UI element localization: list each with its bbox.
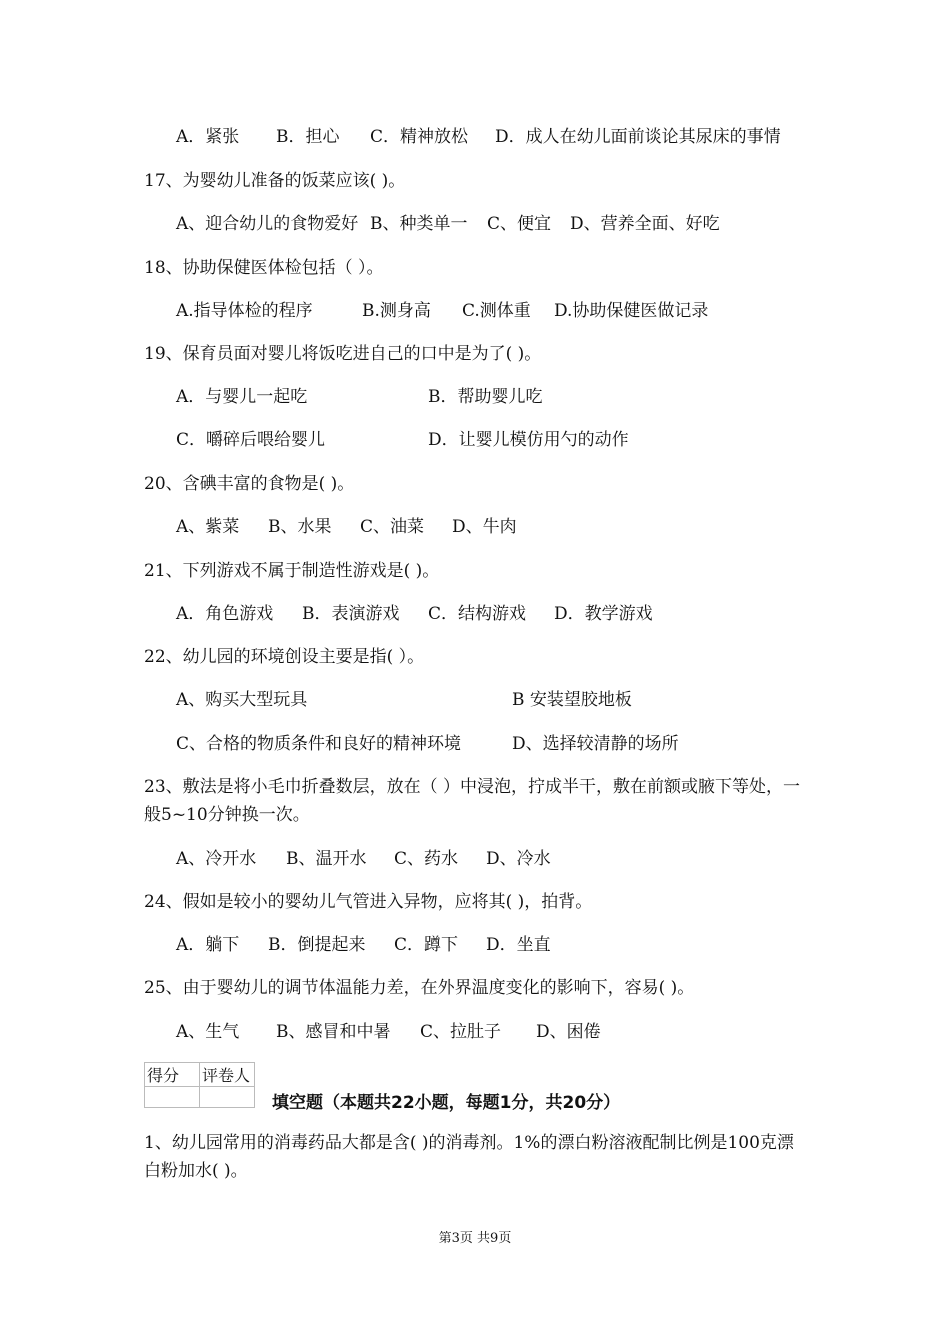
q20-option-b: B、水果 bbox=[268, 517, 332, 537]
score-cell bbox=[145, 1087, 200, 1108]
q19-option-a: A．与婴儿一起吃 bbox=[176, 387, 308, 407]
q17-option-a: A、迎合幼儿的食物爱好 bbox=[176, 214, 359, 234]
q16-option-d: D．成人在幼儿面前谈论其尿床的事情 bbox=[495, 127, 781, 147]
q20-option-c: C、油菜 bbox=[360, 517, 425, 537]
q22-option-a: A、购买大型玩具 bbox=[176, 690, 308, 710]
q23-option-b: B、温开水 bbox=[286, 849, 367, 869]
grader-cell bbox=[200, 1087, 255, 1108]
q17-option-d: D、营养全面、好吃 bbox=[570, 214, 720, 234]
q24-option-b: B．倒提起来 bbox=[268, 935, 366, 955]
q21-option-b: B．表演游戏 bbox=[302, 604, 400, 624]
q20-stem: 20、含碘丰富的食物是( )。 bbox=[144, 474, 355, 494]
q17-stem: 17、为婴幼儿准备的饭菜应该( )。 bbox=[144, 171, 406, 191]
q24-option-a: A．躺下 bbox=[176, 935, 240, 955]
q25-option-a: A、生气 bbox=[176, 1022, 240, 1042]
q25-option-d: D、困倦 bbox=[536, 1022, 601, 1042]
q21-option-a: A．角色游戏 bbox=[176, 604, 274, 624]
q17-option-b: B、种类单一 bbox=[370, 214, 468, 234]
q25-option-b: B、感冒和中暑 bbox=[276, 1022, 391, 1042]
page-footer: 第3页 共9页 bbox=[438, 1231, 512, 1246]
q21-stem: 21、下列游戏不属于制造性游戏是( )。 bbox=[144, 561, 440, 581]
q19-option-c: C．嚼碎后喂给婴儿 bbox=[176, 430, 326, 450]
q16-option-b: B．担心 bbox=[276, 127, 340, 147]
q18-stem: 18、协助保健医体检包括（ ）。 bbox=[144, 258, 384, 278]
q22-option-d: D、选择较清静的场所 bbox=[512, 734, 679, 754]
q16-option-a: A．紧张 bbox=[176, 127, 240, 147]
q22-stem: 22、幼儿园的环境创设主要是指( ）。 bbox=[144, 647, 425, 667]
q23-option-c: C、药水 bbox=[394, 849, 459, 869]
q16-option-c: C．精神放松 bbox=[370, 127, 469, 147]
q18-option-c: C.测体重 bbox=[462, 301, 531, 321]
q22-option-b: B 安装望胶地板 bbox=[512, 690, 632, 710]
q23-option-d: D、冷水 bbox=[486, 849, 551, 869]
q22-option-c: C、合格的物质条件和良好的精神环境 bbox=[176, 734, 462, 754]
q23-stem-line1: 23、敷法是将小毛巾折叠数层，放在（ ）中浸泡，拧成半干，敷在前额或腋下等处，一 bbox=[144, 777, 801, 797]
q20-option-a: A、紫菜 bbox=[176, 517, 240, 537]
q23-stem-line2: 般5~10分钟换一次。 bbox=[144, 805, 310, 825]
q18-option-a: A.指导体检的程序 bbox=[176, 301, 313, 321]
q24-option-c: C．蹲下 bbox=[394, 935, 459, 955]
q24-option-d: D．坐直 bbox=[486, 935, 551, 955]
q25-stem: 25、由于婴幼儿的调节体温能力差，在外界温度变化的影响下，容易( )。 bbox=[144, 978, 695, 998]
q23-option-a: A、冷开水 bbox=[176, 849, 257, 869]
q21-option-c: C．结构游戏 bbox=[428, 604, 527, 624]
q24-stem: 24、假如是较小的婴幼儿气管进入异物，应将其( )，拍背。 bbox=[144, 892, 593, 912]
grader-label: 评卷人 bbox=[200, 1063, 255, 1087]
q20-option-d: D、牛肉 bbox=[452, 517, 517, 537]
q18-option-d: D.协助保健医做记录 bbox=[554, 301, 709, 321]
score-label: 得分 bbox=[145, 1063, 200, 1087]
q19-option-b: B．帮助婴儿吃 bbox=[428, 387, 543, 407]
q19-stem: 19、保育员面对婴儿将饭吃进自己的口中是为了( )。 bbox=[144, 344, 542, 364]
fill1-line1: 1、幼儿园常用的消毒药品大都是含( )的消毒剂。1%的漂白粉溶液配制比例是100克漂 bbox=[144, 1133, 794, 1153]
q19-option-d: D．让婴儿模仿用勺的动作 bbox=[428, 430, 629, 450]
fill1-line2: 白粉加水( )。 bbox=[144, 1161, 248, 1181]
q21-option-d: D．教学游戏 bbox=[554, 604, 653, 624]
q25-option-c: C、拉肚子 bbox=[420, 1022, 502, 1042]
section-title: 填空题（本题共22小题，每题1分，共20分） bbox=[272, 1093, 621, 1113]
score-box bbox=[144, 1062, 255, 1108]
q17-option-c: C、便宜 bbox=[487, 214, 552, 234]
q18-option-b: B.测身高 bbox=[362, 301, 431, 321]
